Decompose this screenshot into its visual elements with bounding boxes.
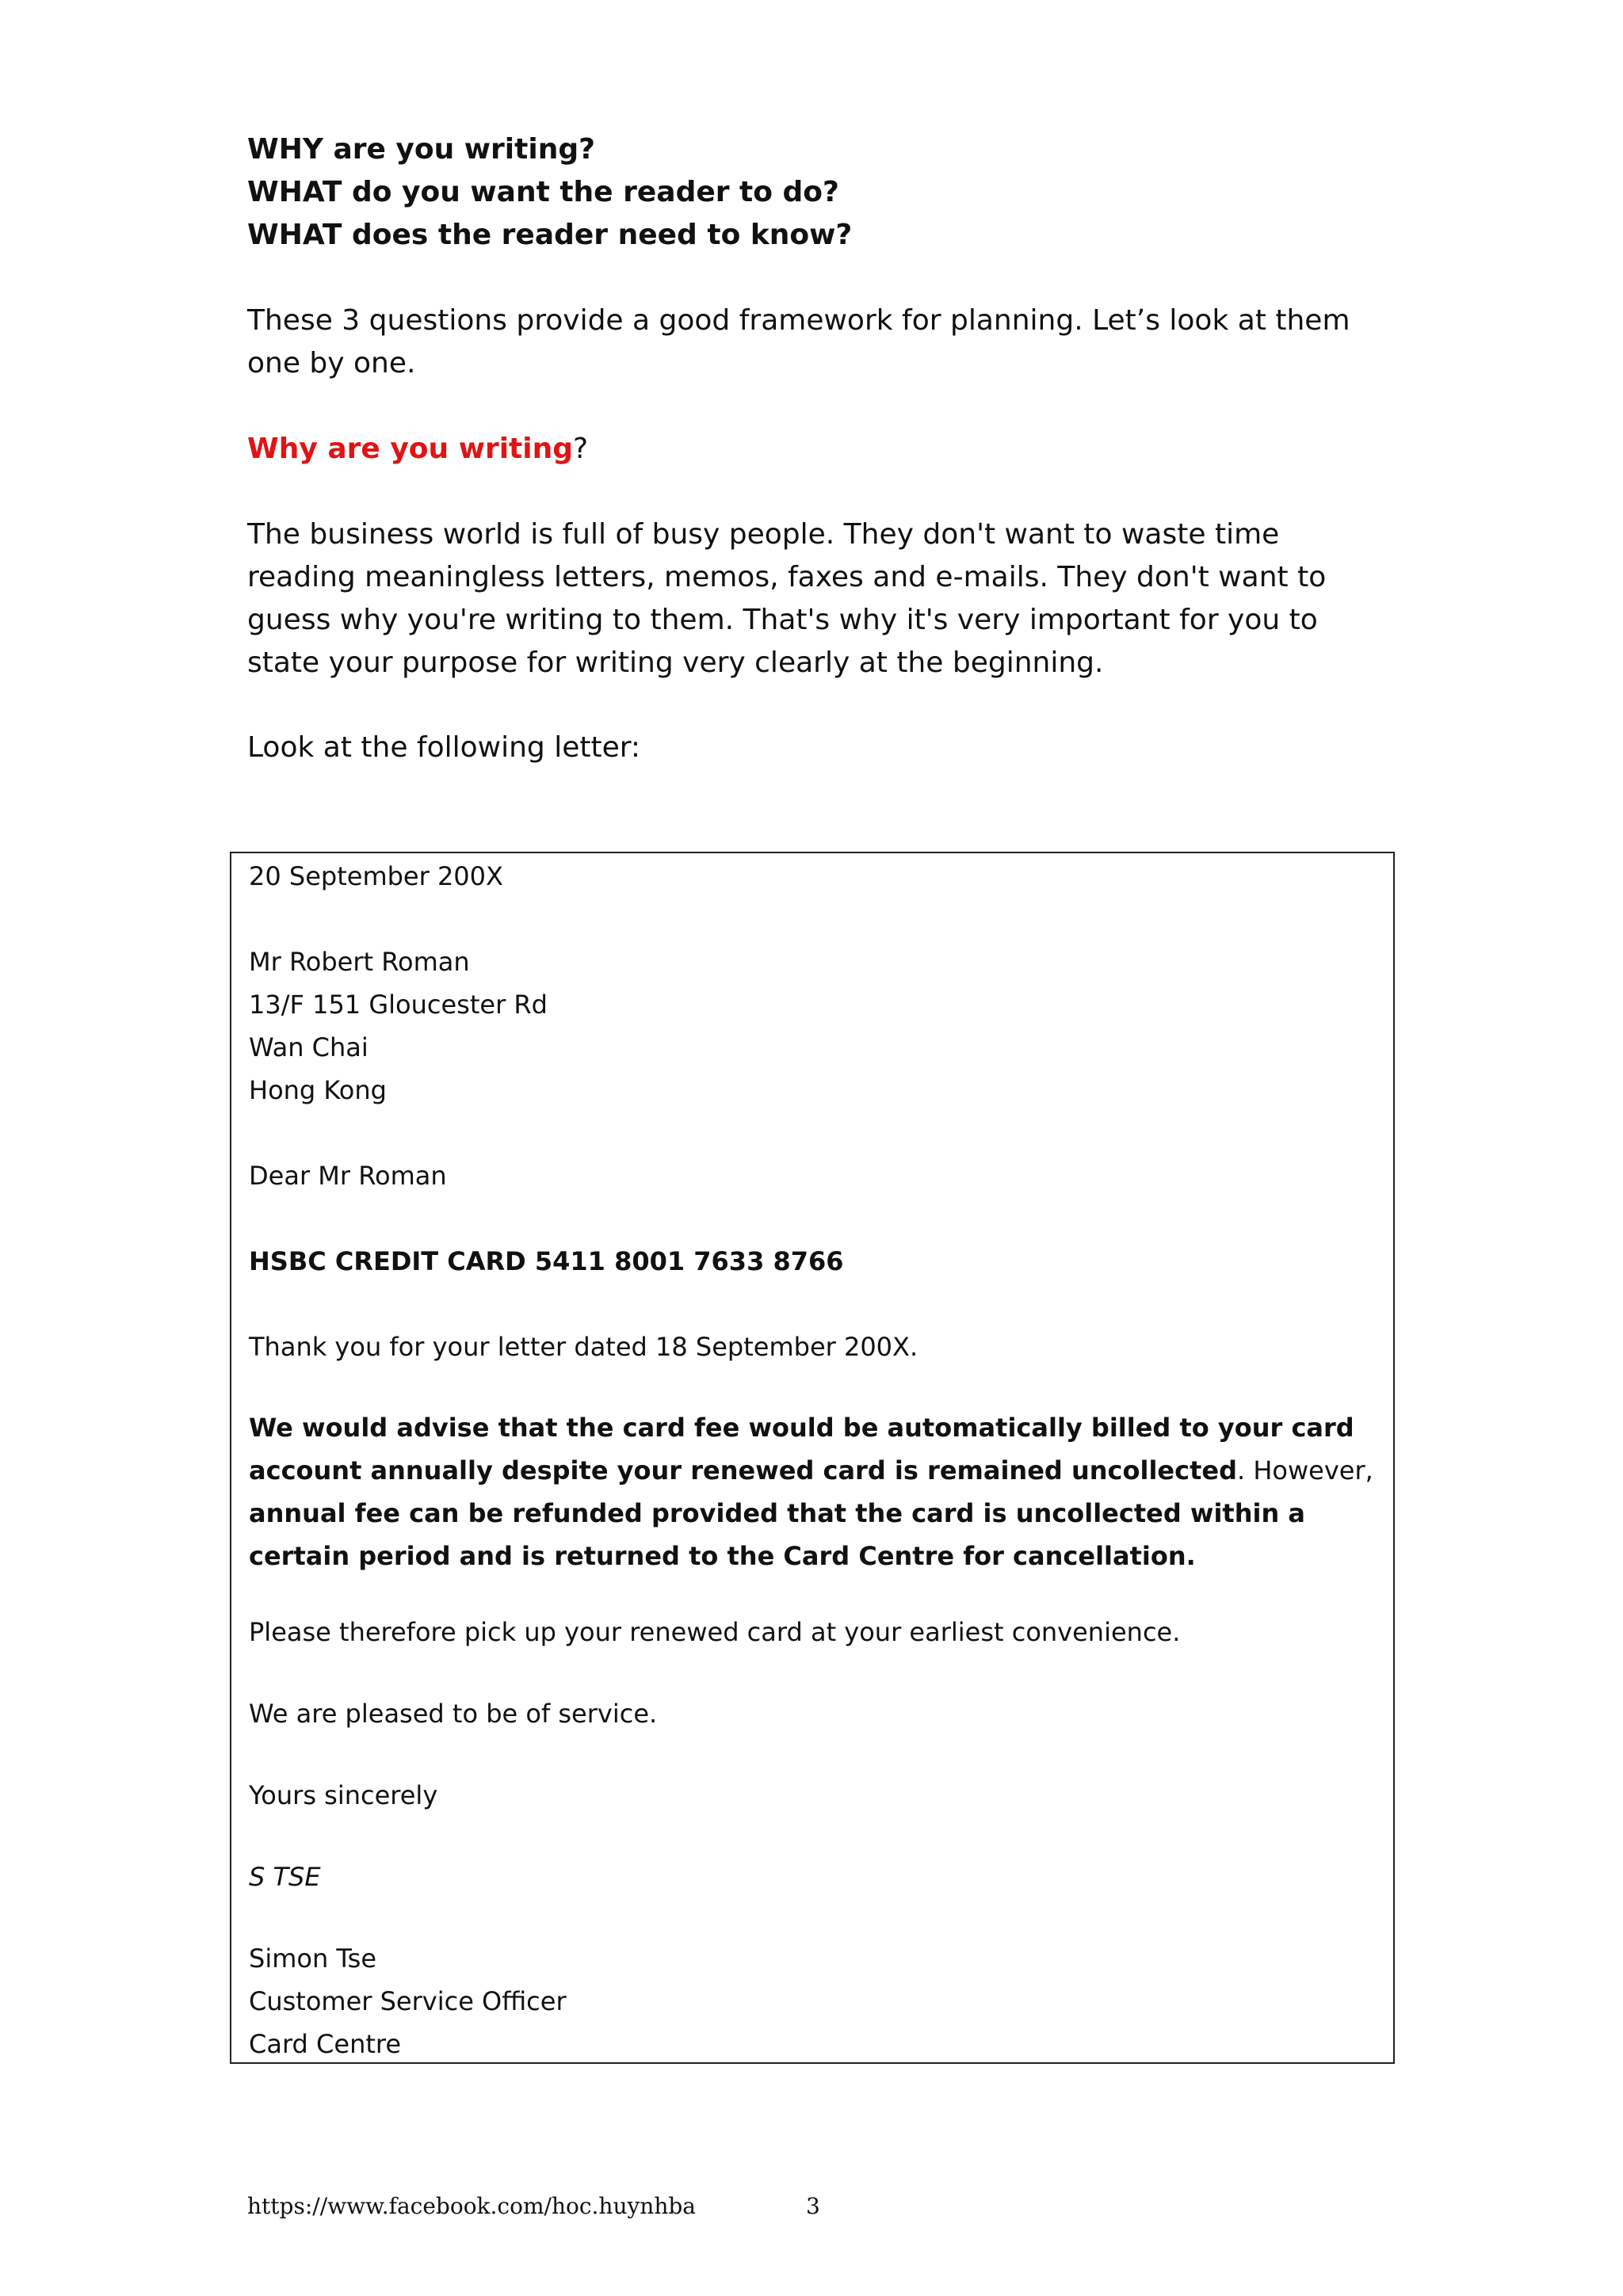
address-line-4: Hong Kong (249, 1075, 387, 1105)
address-line-2: 13/F 151 Gloucester Rd (249, 990, 548, 1020)
letter-salutation: Dear Mr Roman (249, 1161, 447, 1191)
sample-letter (230, 852, 1395, 2064)
footer-url-text[interactable]: https://www.facebook.com/hoc.huynhba (247, 2193, 696, 2219)
business-paragraph: The business world is full of busy people. They don't want to waste time reading meaningless letters, memos, faxes and e-mails. They don't want to guess why you're writing to them. That's why it's very important for you to state your purpose for writing very clearly at the beginning. (247, 518, 1327, 679)
section-heading-red: Why are you writing (247, 433, 573, 465)
letter-body-bold-1: We would advise that the card fee would be automatically billed to your card account annually despite your renewed card is remained uncollected (249, 1413, 1354, 1486)
intro-paragraph: These 3 questions provide a good framework for planning. Let’s look at them one by one. (247, 304, 1350, 379)
letter-lead-in: Look at the following letter: (247, 731, 641, 764)
footer-link[interactable] (247, 2193, 696, 2219)
letter-request: Please therefore pick up your renewed card at your earliest convenience. (249, 1617, 1181, 1647)
address-line-3: Wan Chai (249, 1032, 369, 1062)
section-heading-tail: ? (573, 433, 589, 465)
signer-name: Simon Tse (249, 1943, 377, 1974)
signer-title: Customer Service Officer (249, 1986, 567, 2016)
letter-subject: HSBC CREDIT CARD 5411 8001 7633 8766 (249, 1246, 844, 1276)
section-heading (247, 428, 588, 471)
question-why: WHY are you writing? (247, 133, 595, 166)
question-what-do: WHAT do you want the reader to do? (247, 176, 839, 208)
letter-body-plain: . However, (1236, 1455, 1373, 1486)
letter-body-bold-2: annual fee can be refunded provided that the card is uncollected within a certain period and is returned to the Card Centre for cancellation. (249, 1498, 1305, 1571)
letter-date: 20 September 200X (249, 861, 503, 891)
letter-body (249, 1406, 1374, 1577)
letter-closing: Yours sincerely (249, 1780, 438, 1810)
page-number: 3 (806, 2193, 820, 2219)
signer-department: Card Centre (249, 2029, 402, 2059)
intro-questions (247, 128, 852, 257)
letter-thanks: Thank you for your letter dated 18 September 200X. (249, 1332, 918, 1362)
letter-pleased: We are pleased to be of service. (249, 1699, 658, 1729)
letter-signature: S TSE (249, 1862, 321, 1892)
address-line-1: Mr Robert Roman (249, 947, 470, 977)
question-what-need: WHAT does the reader need to know? (247, 219, 853, 251)
